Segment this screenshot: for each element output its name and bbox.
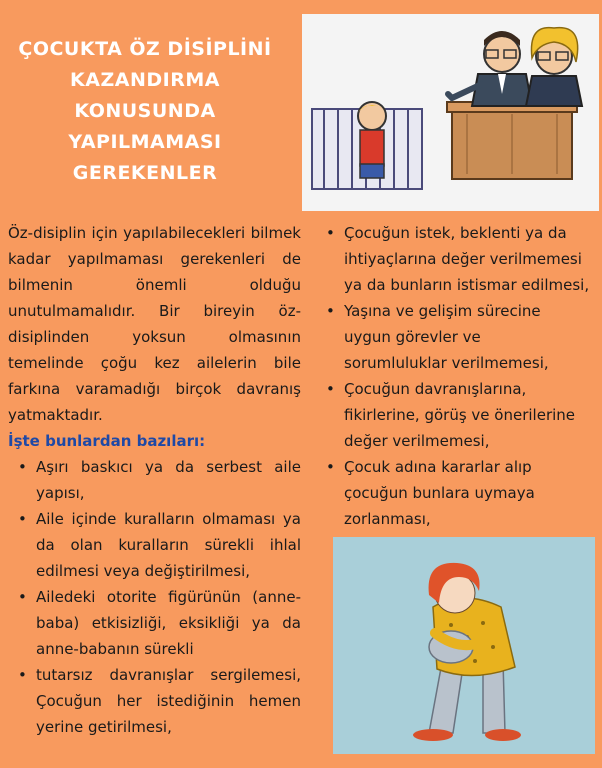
list-item-line: • Yaşına ve gelişim sürecine — [344, 302, 541, 320]
parents-scolding-child-illustration — [302, 14, 599, 211]
intro-paragraph: Öz-disiplin için yapılabilecekleri bilmek kadar yapılmaması gerekenleri de bilmenin önemli olduğu unutulmamalıdır. Bir bireyin öz-disiplinden yoksun olmasının temelinde çoğu kez ailelerin bile farkına varamadığı birçok davranış yatmaktadır. — [8, 224, 301, 424]
list-item-line: ihtiyaçlarına değer verilmemesi — [344, 250, 582, 268]
title-line: GEREKENLER — [72, 162, 218, 184]
list-item: • Ailedeki otorite figürünün (anne-baba) etkisizliği, eksikliği ya da anne-babanın sürekli — [8, 584, 301, 662]
list-item: • Aşırı baskıcı ya da serbest aile yapısı, — [8, 454, 301, 506]
list-item-line: ya da bunların istismar edilmesi, — [344, 276, 590, 294]
title-line: YAPILMAMASI — [68, 131, 222, 153]
list-item-line: değer verilmemesi, — [344, 432, 490, 450]
list-item-line: • Çocuğun istek, beklenti ya da — [344, 224, 567, 242]
list-item-line: • Çocuk adına kararlar alıp — [344, 458, 532, 476]
list-item-line: sorumluluklar verilmemesi, — [344, 354, 549, 372]
list-item-line: fikirlerine, görüş ve önerilerine — [344, 406, 576, 424]
right-bullet-list — [322, 220, 602, 532]
title-line: ÇOCUKTA ÖZ DİSİPLİNİ — [18, 38, 272, 60]
left-column — [8, 220, 301, 740]
list-item — [322, 454, 602, 532]
list-item: • tutarsız davranışlar sergilemesi, Çocuğun her istediğinin hemen yerine getirilmesi, — [8, 662, 301, 740]
sad-child-illustration — [333, 537, 595, 754]
list-item-line: çocuğun bunlara uymaya — [344, 484, 535, 502]
list-item — [322, 220, 602, 298]
list-item-line: zorlanması, — [344, 510, 431, 528]
left-bullet-list — [8, 454, 301, 740]
list-item: • Aile içinde kuralların olmaması ya da olan kuralların sürekli ihlal edilmesi veya değiştirilmesi, — [8, 506, 301, 584]
subheading: İşte bunlardan bazıları: — [8, 432, 206, 450]
title-line: KAZANDIRMA — [70, 69, 220, 91]
list-item-line: • Çocuğun davranışlarına, — [344, 380, 527, 398]
list-item — [322, 298, 602, 376]
title-line: KONUSUNDA — [74, 100, 216, 122]
list-item-line: uygun görevler ve — [344, 328, 481, 346]
page-title — [10, 34, 280, 189]
list-item — [322, 376, 602, 454]
right-column — [322, 220, 602, 532]
